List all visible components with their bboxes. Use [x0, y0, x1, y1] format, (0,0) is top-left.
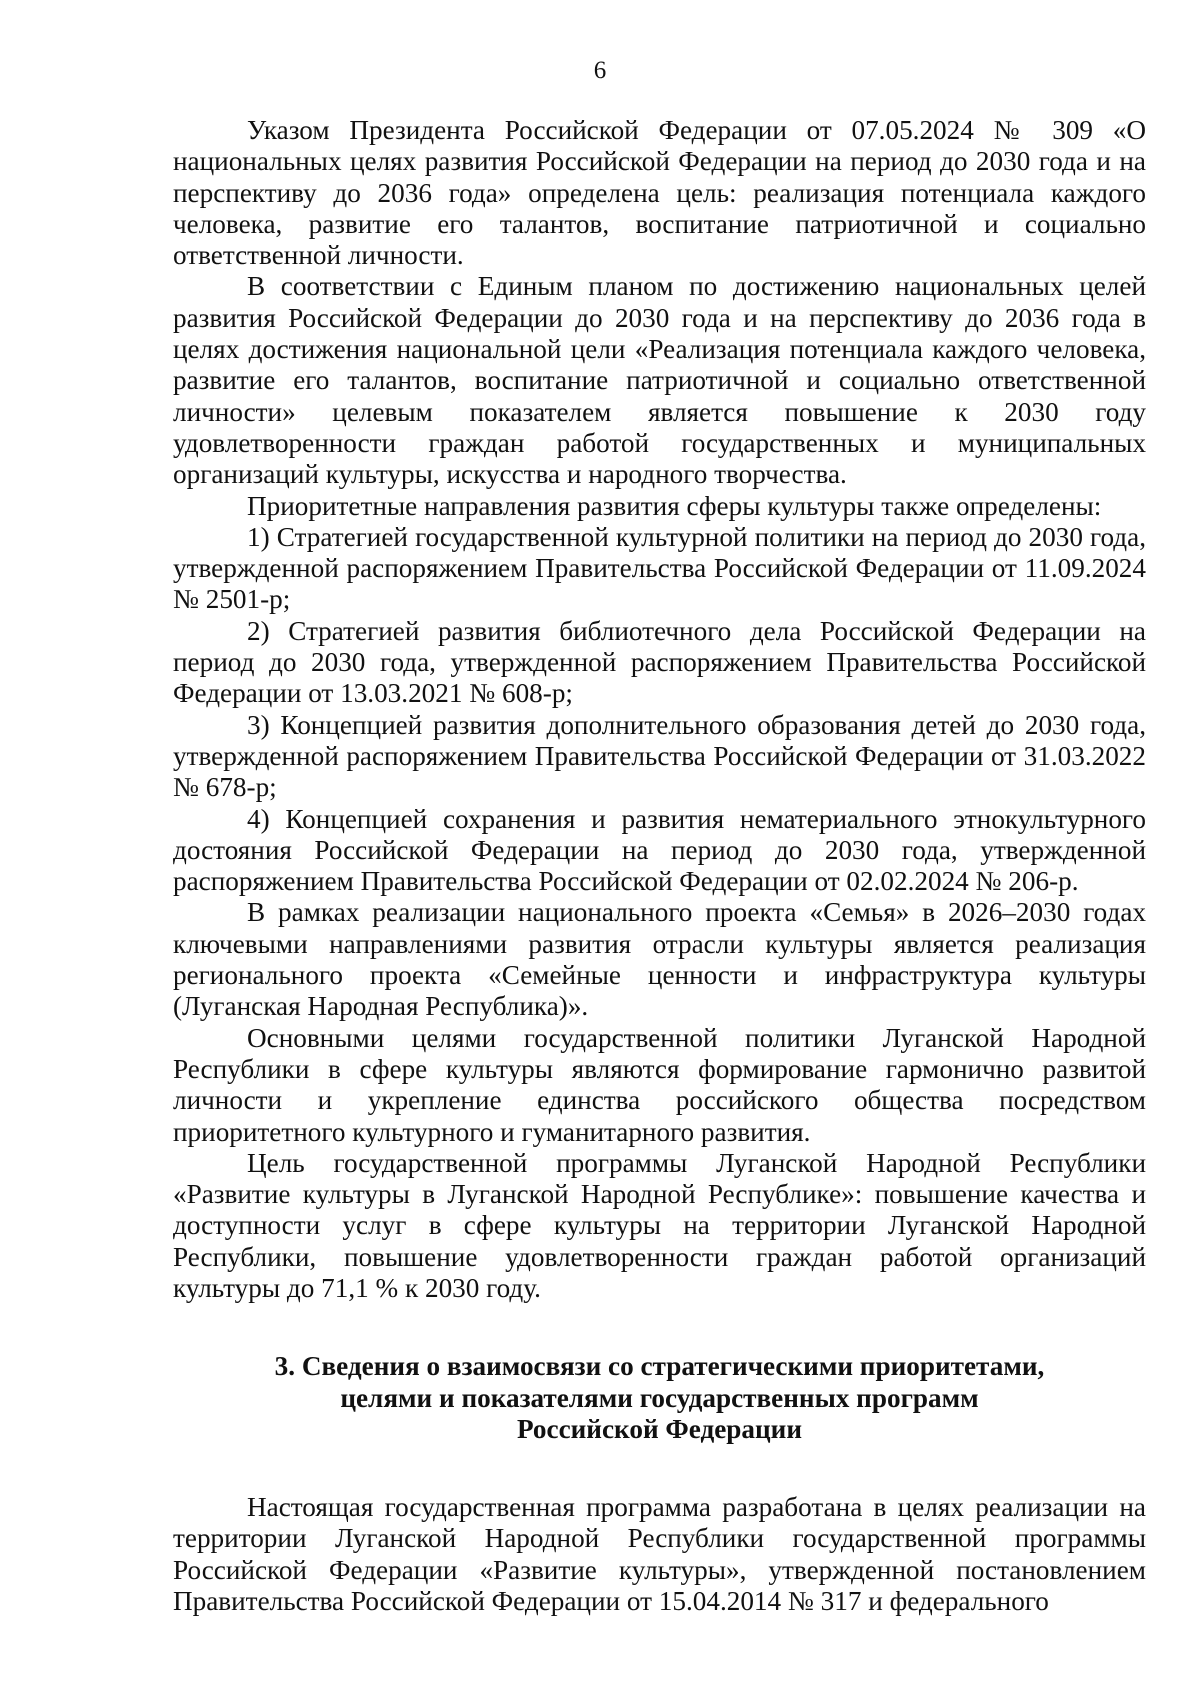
list-item-cultural-policy-strategy: 1) Стратегией государственной культурной политики на период до 2030 года, утвержденной распоряжением Правительства Российской Федерации от 11.09.2024 № 2501-р;	[173, 521, 1146, 615]
list-item-library-strategy: 2) Стратегией развития библиотечного дела Российской Федерации на период до 2030 года, утвержденной распоряжением Правительства Российской Федерации от 13.03.2021 № 608-р;	[173, 615, 1146, 709]
page-number: 6	[593, 57, 607, 84]
section-heading-line-2: целями и показателями государственных программ	[340, 1382, 979, 1413]
section-heading-line-3: Российской Федерации	[516, 1413, 802, 1444]
list-item-education-concept: 3) Концепцией развития дополнительного образования детей до 2030 года, утвержденной распоряжением Правительства Российской Федерации от 31.03.2022 № 678-р;	[173, 709, 1146, 803]
paragraph-family-project: В рамках реализации национального проекта «Семья» в 2026–2030 годах ключевыми направлениями развития отрасли культуры является реализация регионального проекта «Семейные ценности и инфраструктура культуры (Луганская Народная Республика)».	[173, 897, 1146, 1022]
paragraph-unified-plan: В соответствии с Единым планом по достижению национальных целей развития Российской Федерации до 2030 года и на перспективу до 2036 года в целях достижения национальной цели «Реализация потенциала каждого человека, развитие его талантов, воспитание патриотичной и социально ответственной личности» целевым показателем является повышение к 2030 году удовлетворенности граждан работой государственных и муниципальных организаций культуры, искусства и народного творчества.	[173, 271, 1146, 490]
paragraph-program-goal: Цель государственной программы Луганской Народной Республики «Развитие культуры в Луганской Народной Республике»: повышение качества и доступности услуг в сфере культуры на территории Луганской Народной Республики, повышение удовлетворенности граждан работой организаций культуры до 71,1 % к 2030 году.	[173, 1147, 1146, 1303]
paragraph-program-development: Настоящая государственная программа разработана в целях реализации на территории Луганской Народной Республики государственной программы Российской Федерации «Развитие культуры», утвержденной постановлением Правительства Российской Федерации от 15.04.2014 № 317 и федерального	[173, 1492, 1146, 1617]
list-item-heritage-concept: 4) Концепцией сохранения и развития нематериального этнокультурного достояния Российской Федерации на период до 2030 года, утвержденной распоряжением Правительства Российской Федерации от 02.02.2024 № 206-р.	[173, 803, 1146, 897]
section-heading	[173, 1351, 1146, 1445]
paragraph-policy-goals: Основными целями государственной политики Луганской Народной Республики в сфере культуры являются формирование гармонично развитой личности и укрепление единства российского общества посредством приоритетного культурного и гуманитарного развития.	[173, 1022, 1146, 1147]
paragraph-presidential-decree: Указом Президента Российской Федерации от 07.05.2024 № 309 «О национальных целях развития Российской Федерации на период до 2030 года и на перспективу до 2036 года» определена цель: реализация потенциала каждого человека, развитие его талантов, воспитание патриотичной и социально ответственной личности.	[173, 115, 1146, 271]
document-body	[173, 115, 1146, 1617]
paragraph-priority-directions: Приоритетные направления развития сферы культуры также определены:	[247, 490, 1102, 521]
section-heading-line-1: 3. Сведения о взаимосвязи со стратегическими приоритетами,	[274, 1351, 1045, 1382]
